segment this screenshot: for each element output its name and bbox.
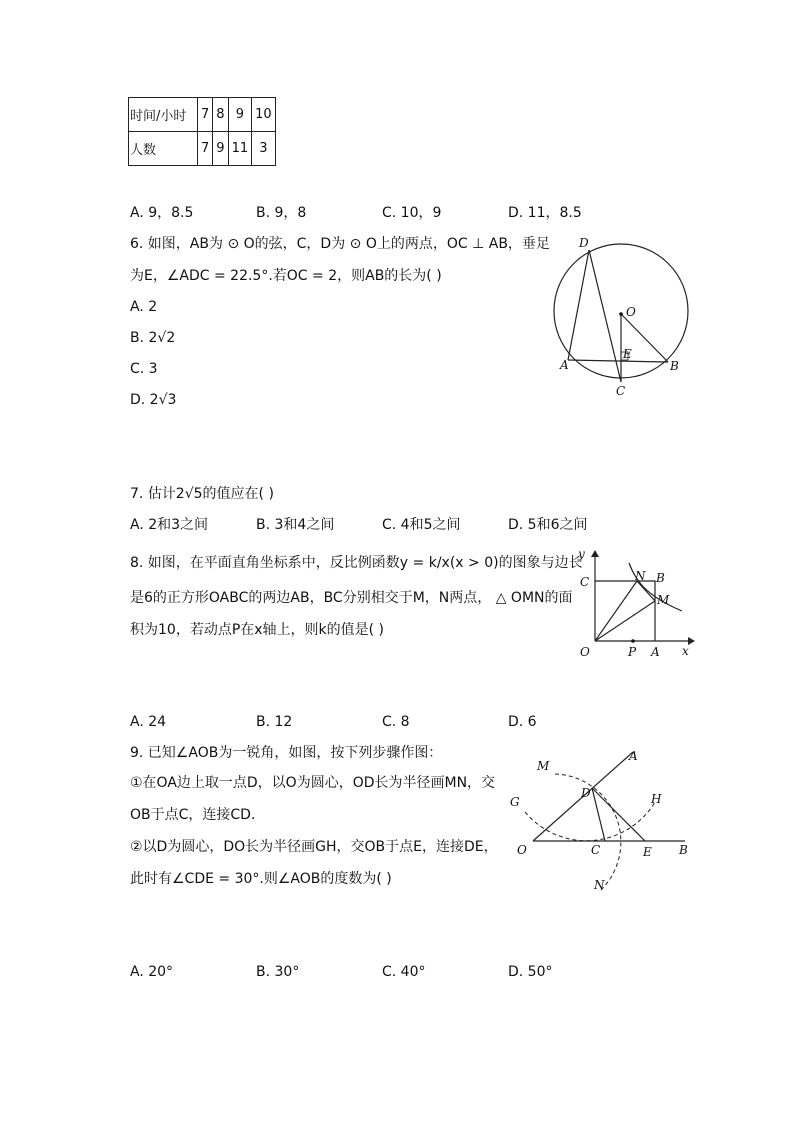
table-row (129, 132, 276, 166)
segment-dc (589, 250, 621, 382)
q6-stem-line1: 6. 如图，AB为 ⊙ O的弦，C，D为 ⊙ O上的两点，OC ⊥ AB，垂足 (130, 236, 550, 252)
table-cell: 10 (252, 98, 276, 132)
segment-om (595, 601, 655, 641)
q6-option-a: A. 2 (130, 299, 158, 315)
label-b: B (656, 571, 665, 585)
label-x: x (682, 644, 689, 658)
q6-stem-line2: 为E，∠ADC = 22.5°.若OC = 2，则AB的长为( ) (130, 268, 442, 284)
label-g: G (510, 795, 520, 809)
label-d: D (581, 786, 591, 800)
q6-option-b: B. 2√2 (130, 330, 176, 346)
label-h: H (651, 792, 662, 806)
table-cell: 时间/小时 (129, 98, 198, 132)
q9-option-b: B. 30° (256, 964, 300, 980)
q7-option-b: B. 3和4之间 (256, 517, 335, 533)
q8-stem-line2: 是6的正方形OABC的两边AB，BC分别相交于M，N两点， △ OMN的面 (130, 590, 573, 606)
label-b: B (670, 359, 679, 373)
segment-mn (637, 581, 655, 601)
label-o: O (517, 843, 527, 857)
label-o: O (580, 645, 590, 659)
label-m: M (537, 759, 550, 773)
label-m: M (657, 593, 670, 607)
table-cell: 11 (228, 132, 252, 166)
table-cell: 人数 (129, 132, 198, 166)
label-a: A (651, 645, 660, 659)
q5-option-c: C. 10，9 (382, 205, 442, 221)
label-d: D (579, 236, 589, 250)
segment-dc (592, 788, 605, 841)
x-axis-arrow (688, 637, 695, 645)
q7-option-a: A. 2和3之间 (130, 517, 209, 533)
table-cell: 9 (228, 98, 252, 132)
q9-stem-line4: ②以D为圆心，DO长为半径画GH，交OB于点E，连接DE， (130, 839, 498, 855)
q8-stem-line3: 积为10，若动点P在x轴上，则k的值是( ) (130, 622, 385, 638)
q9-construction-figure (505, 742, 695, 902)
q8-option-d: D. 6 (508, 714, 537, 730)
segment-de (592, 788, 645, 841)
label-e: E (643, 845, 652, 859)
label-n: N (594, 878, 605, 892)
table-cell: 3 (252, 132, 276, 166)
label-a: A (560, 358, 569, 372)
q8-option-a: A. 24 (130, 714, 167, 730)
segment-ab (568, 360, 668, 362)
label-b: B (679, 843, 688, 857)
q9-stem-line2: ①在OA边上取一点D，以O为圆心，OD长为半径画MN，交 (130, 775, 496, 791)
q6-option-d: D. 2√3 (130, 392, 177, 408)
q9-option-d: D. 50° (508, 964, 553, 980)
table-cell: 9 (213, 132, 228, 166)
q9-stem-line5: 此时有∠CDE = 30°.则∠AOB的度数为( ) (130, 871, 392, 887)
label-a: A (629, 749, 638, 763)
table-cell: 7 (198, 98, 213, 132)
hours-table (128, 97, 276, 166)
label-y: y (578, 547, 585, 561)
table-cell: 7 (198, 132, 213, 166)
q7-stem: 7. 估计2√5的值应在( ) (130, 486, 274, 502)
q9-stem-line3: OB于点C，连接CD． (130, 807, 265, 823)
y-axis-arrow (591, 550, 599, 557)
arc-gh (525, 802, 655, 841)
table-row (129, 98, 276, 132)
segment-on (595, 581, 637, 641)
table-cell: 8 (213, 98, 228, 132)
q8-option-b: B. 12 (256, 714, 293, 730)
q6-circle-figure (550, 232, 700, 402)
label-n: N (635, 569, 646, 583)
label-c: C (616, 384, 626, 398)
label-e: E (623, 347, 632, 361)
q5-option-b: B. 9，8 (256, 205, 307, 221)
q9-option-c: C. 40° (382, 964, 426, 980)
q8-stem-line1: 8. 如图，在平面直角坐标系中，反比例函数y = k/x(x > 0)的图象与边长 (130, 555, 583, 571)
q9-stem-line1: 9. 已知∠AOB为一锐角，如图，按下列步骤作图： (130, 745, 443, 761)
q7-option-d: D. 5和6之间 (508, 517, 588, 533)
q5-option-d: D. 11，8.5 (508, 205, 582, 221)
label-o: O (626, 305, 636, 319)
center-point (619, 312, 623, 316)
q7-option-c: C. 4和5之间 (382, 517, 461, 533)
q5-option-a: A. 9，8.5 (130, 205, 194, 221)
label-c: C (591, 843, 601, 857)
q8-option-c: C. 8 (382, 714, 410, 730)
label-c: C (580, 575, 590, 589)
q6-option-c: C. 3 (130, 361, 158, 377)
q8-coordinate-figure (572, 545, 697, 660)
label-p: P (628, 645, 637, 659)
q9-option-a: A. 20° (130, 964, 174, 980)
point-p (631, 639, 635, 643)
